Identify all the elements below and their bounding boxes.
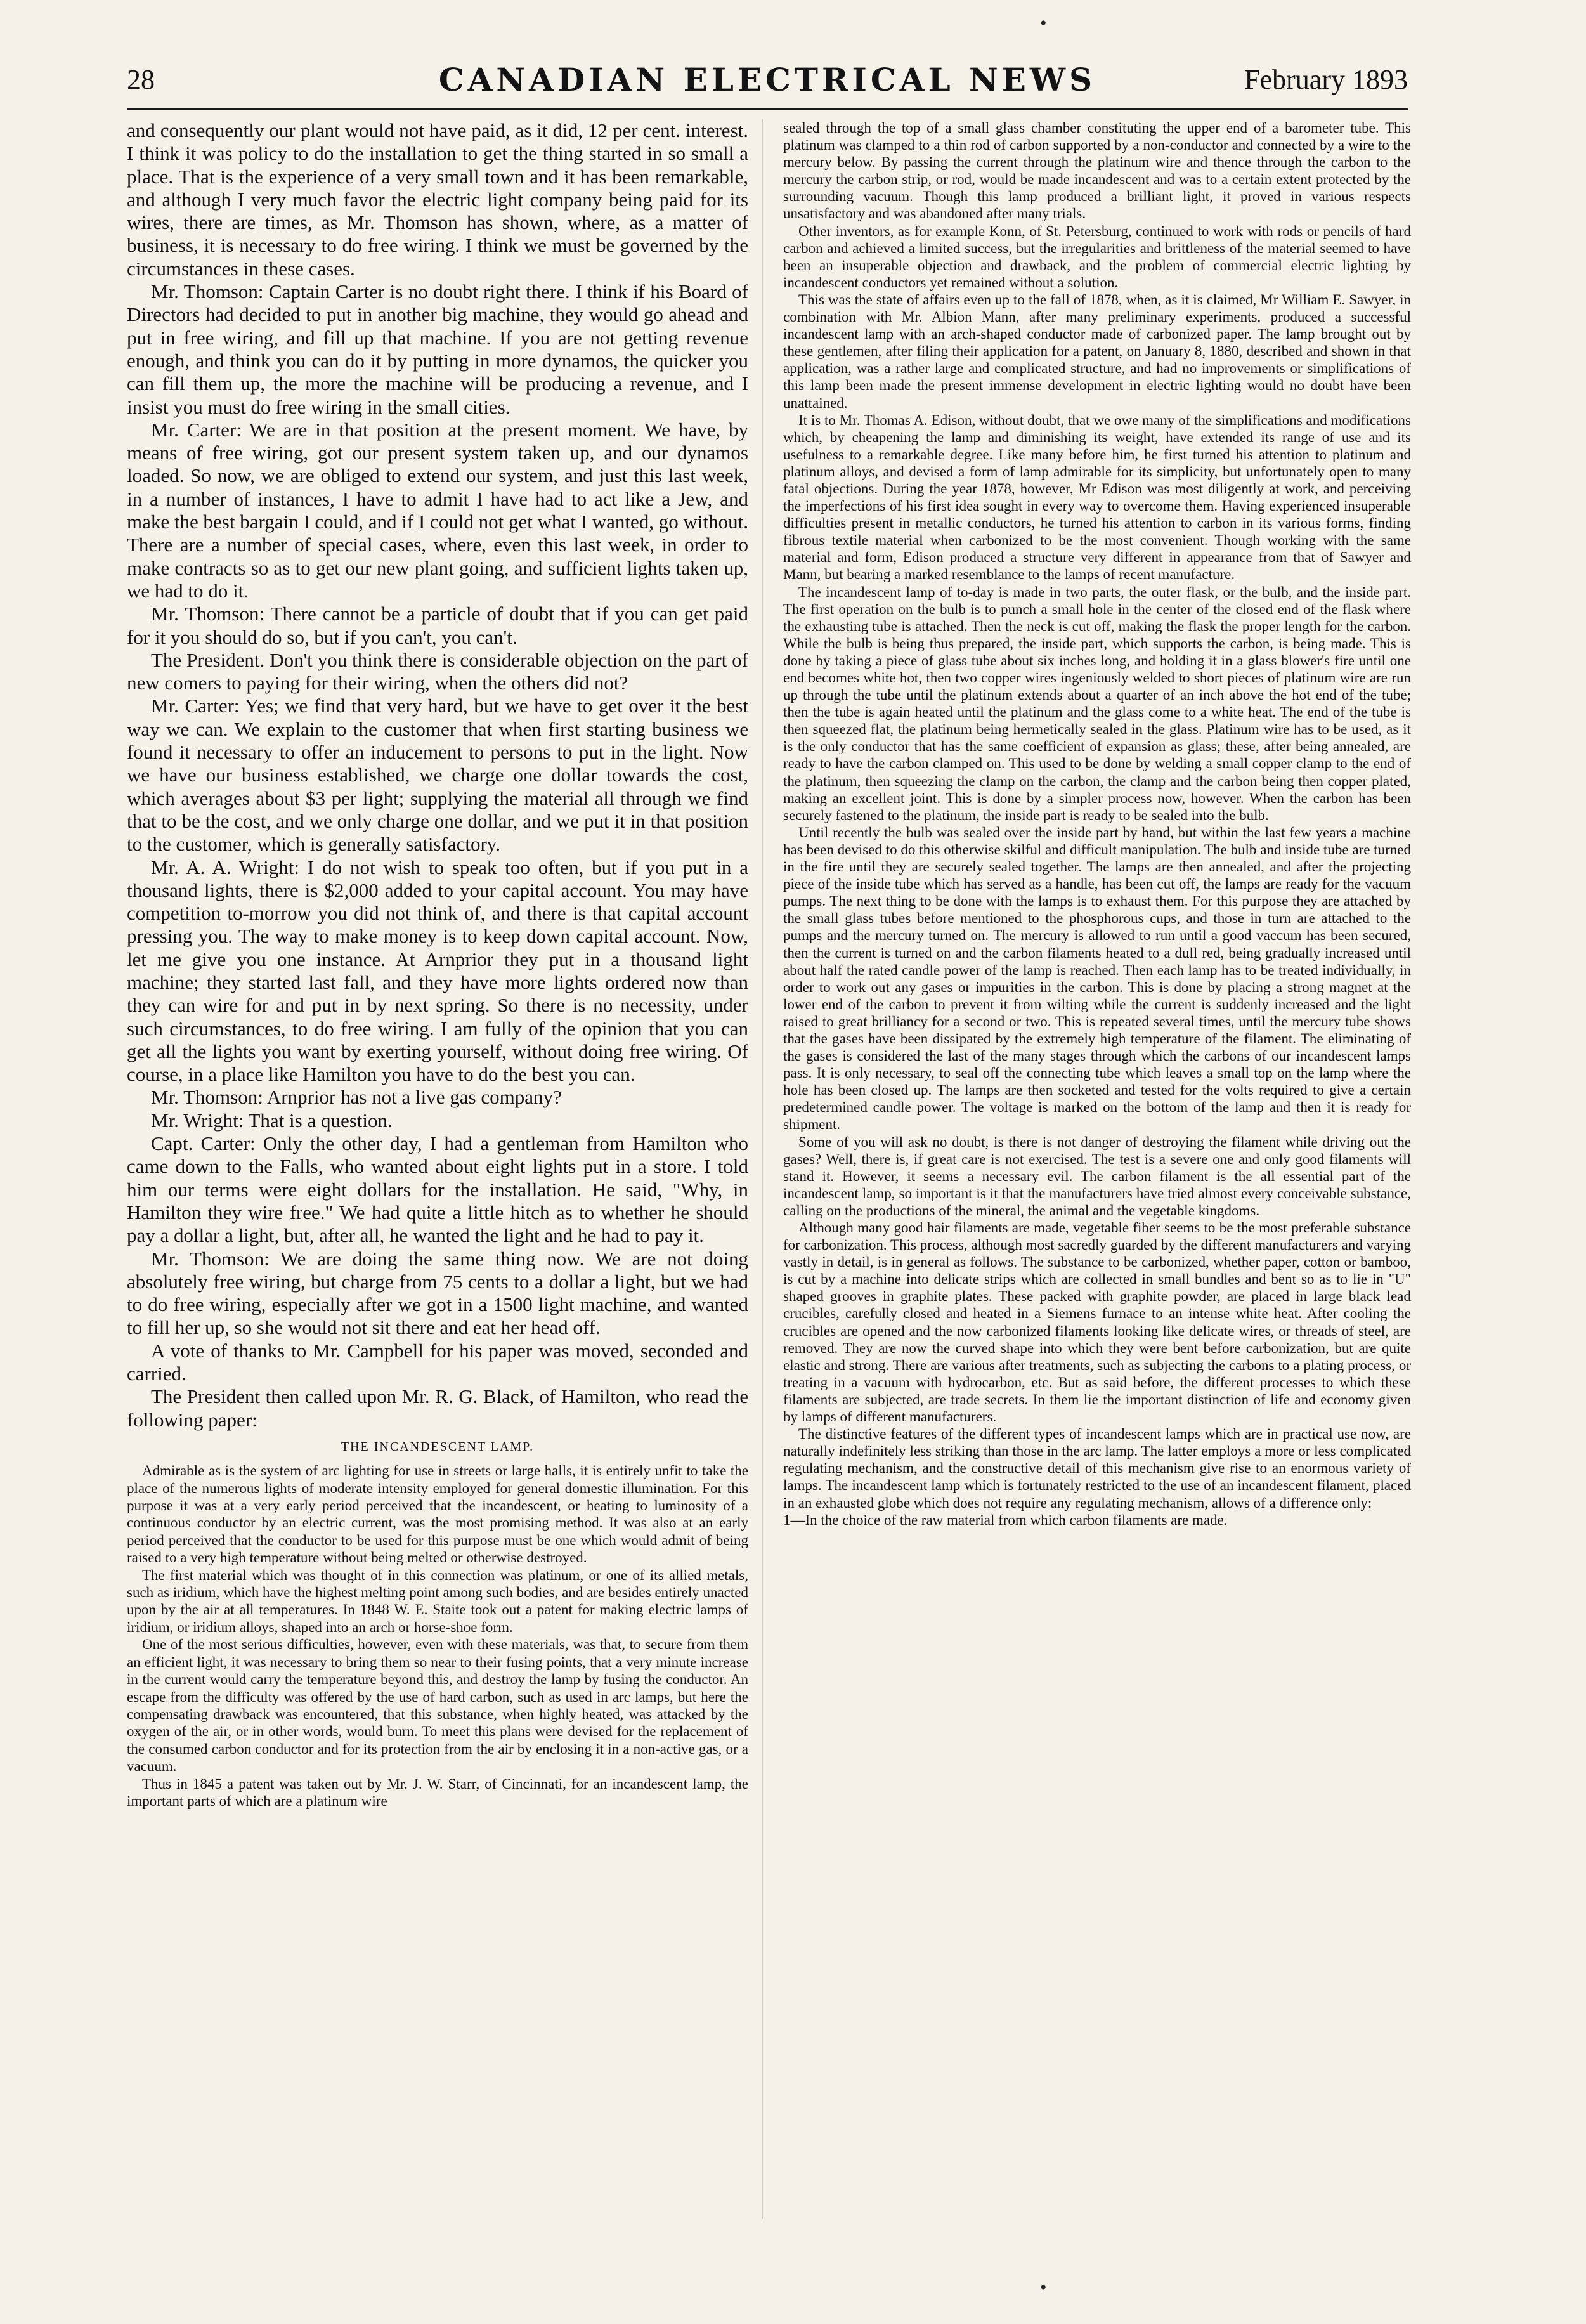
column-gutter (762, 119, 763, 2219)
right-column (783, 119, 1411, 1529)
paragraph: Mr. Carter: Yes; we find that very hard, but we have to get over it the best way we can. We explain to the customer that when first starting business we found it necessary to offer an inducement to persons to put in the light. Now we have our business established, we charge one dollar towards the cost, which averages about $3 per light; supplying the material all through we find that to be the cost, and we only charge one dollar, and we put it in that position to the customer, which is generally satisfactory. (127, 695, 748, 856)
paragraph: This was the state of affairs even up to the fall of 1878, when, as it is claimed, Mr William E. Sawyer, in combination with Mr. Albion Mann, after many preliminary experiments, produced a successful incandescent lamp with an arch-shaped conductor made of carbonized paper. The lamp brought out by these gentlemen, after filing their application for a patent, on January 8, 1880, described and shown in that application, was a rather large and complicated structure, and had no improvements or simplifications of this lamp been made the present immense development in electric lighting would no doubt have been unattained. (783, 291, 1411, 411)
issue-date: February 1893 (1244, 64, 1408, 95)
paragraph: Some of you will ask no doubt, is there is not danger of destroying the filament while driving out the gases? Well, there is, if great care is not exercised. The test is a severe one and only good filaments will stand it. However, it seems a necessary evil. The carbon filament is the all essential part of the incandescent lamp, so important is it that the manufacturers have tried almost every conceivable substance, calling on the productions of the mineral, the animal and the vegetable kingdoms. (783, 1133, 1411, 1218)
paragraph: Other inventors, as for example Konn, of St. Petersburg, continued to work with rods or pencils of hard carbon and achieved a limited success, but the irregularities and brittleness of the material seemed to have been an insuperable objection and drawback, and the problem of commercial electric lighting by incandescent conductors yet remained without a solution. (783, 223, 1411, 290)
paper-paragraph: Admirable as is the system of arc lighting for use in streets or large halls, it is entirely unfit to take the place of the numerous lights of moderate intensity employed for general domestic illumination. For this purpose it was at a very early period perceived that the incandescent, or heating to luminosity of a continuous conductor by an electric current, was the most promising method. It was also at an early period perceived that the conductor to be used for this purpose must be one which would admit of being raised to a very high temperature without being melted or otherwise destroyed. (127, 1463, 748, 1566)
paragraph: A vote of thanks to Mr. Campbell for his paper was moved, seconded and carried. (127, 1339, 748, 1385)
paragraph: The President. Don't you think there is considerable objection on the part of new comers to paying for their wiring, when the others did not? (127, 648, 748, 695)
paragraph: Mr. Thomson: We are doing the same thing now. We are not doing absolutely free wiring, but charge from 75 cents to a dollar a light, but we had to do free wiring, especially after we got in a 1500 light machine, and wanted to fill her up, so she would not sit there and eat her head off. (127, 1247, 748, 1339)
paragraph: Capt. Carter: Only the other day, I had a gentleman from Hamilton who came down to the Falls, who wanted about eight lights put in a store. I told him our terms were eight dollars for the installation. He said, "Why, in Hamilton they wire free." We had quite a little hitch as to whether he should pay a dollar a light, but, after all, he wanted the light and he had to pay it. (127, 1132, 748, 1247)
paragraph: The President then called upon Mr. R. G. Black, of Hamilton, who read the following paper: (127, 1385, 748, 1431)
paragraph: Mr. Carter: We are in that position at the present moment. We have, by means of free wiring, got our present system taken up, and our dynamos loaded. So now, we are obliged to extend our system, and just this last week, in a number of instances, I have to admit I have had to act like a Jew, and make the best bargain I could, and if I could not get what I wanted, go without. There are a number of special cases, where, even this last week, in order to make contracts so as to get our new plant going, and sufficient lights taken up, we had to do it. (127, 418, 748, 602)
paragraph: and consequently our plant would not have paid, as it did, 12 per cent. interest. I think it was policy to do the installation to get the thing started in so small a place. That is the experience of a very small town and it has been remarkable, and although I very much favor the electric light company being paid for its wires, there are times, as Mr. Thomson has shown, where, as a matter of business, it is necessary to do free wiring. I think we must be governed by the circumstances in these cases. (127, 119, 748, 280)
paper-paragraph: The first material which was thought of in this connection was platinum, or one of its allied metals, such as iridium, which have the highest melting point among such bodies, and are besides entirely unacted upon by the air at all temperatures. In 1848 W. E. Staite took out a patent for making electric lamps of iridium, or iridium alloys, shaped into an arch or horse-shoe form. (127, 1567, 748, 1635)
paragraph: Until recently the bulb was sealed over the inside part by hand, but within the last few years a machine has been devised to do this otherwise skilful and difficult manipulation. The bulb and inside tube are turned in the fire until they are securely sealed together. The lamps are then annealed, and after the projecting piece of the inside tube which has served as a handle, has been cut off, the lamps are ready for the vacuum pumps. The next thing to be done with the lamps is to exhaust them. For this purpose they are attached by the small glass tubes before mentioned to the phosphorous cups, and those in turn are attached to the pumps and the mercury turned on. The mercury is allowed to run until a good vaccum has been secured, then the current is turned on and the carbon filaments heated to a dull red, being gradually increased until about half the rated candle power of the lamp is reached. Then each lamp has to be treated individually, in order to work out any gases or impurities in the carbon. This is done by placing a strong magnet at the lower end of the carbon to prevent it from wilting while the current is suddenly increased and the light raised to great brilliancy for a second or two. This is repeated several times, until the mercury tube shows that the gases have been dissipated by the extremely high temperature of the filament. The eliminating of the gases is considered the last of the many stages through which the carbons of our incandescent lamps pass. It is only necessary, to seal off the connecting tube which leaves a small top on the lamp where the hole has been closed up. The lamps are then socketed and tested for the volts required to give a certain predetermined candle power. The voltage is marked on the bottom of the lamp and then it is ready for shipment. (783, 824, 1411, 1133)
publication-title: CANADIAN ELECTRICAL NEWS (438, 61, 1096, 98)
paragraph: It is to Mr. Thomas A. Edison, without doubt, that we owe many of the simplifications and modifications which, by cheapening the lamp and diminishing its weight, have extended its range of use and its usefulness to a remarkable degree. Like many before him, he first turned his attention to platinum and platinum alloys, and devised a form of lamp admirable for its simplicity, but unfortunately open to many fatal objections. During the year 1878, however, Mr Edison was most diligently at work, and perceiving the imperfections of his first idea sought in every way to overcome them. Having experienced insuperable difficulties present in metallic conductors, he turned his attention to carbon in its various forms, finding fibrous textile material when carbonized to be the most convenient. Though working with the same material and form, Edison produced a structure very different in appearance from that of Sawyer and Mann, but bearing a marked resemblance to the lamps of recent manufacture. (783, 412, 1411, 583)
paragraph: sealed through the top of a small glass chamber constituting the upper end of a barometer tube. This platinum was clamped to a thin rod of carbon supported by a non-conductor and connected by a wire to the mercury below. By passing the current through the platinum wire and thence through the carbon to the mercury the carbon strip, or rod, would be made incandescent and was to a certain extent protected by the surrounding vacuum. Though this lamp produced a brilliant light, it proved in various respects unsatisfactory and was abandoned after many trials. (783, 120, 1411, 222)
paragraph: Mr. Thomson: Arnprior has not a live gas company? (151, 1086, 562, 1109)
left-column (127, 119, 748, 1810)
page-header (127, 63, 1408, 114)
paper-paragraph: Thus in 1845 a patent was taken out by Mr. J. W. Starr, of Cincinnati, for an incandescent lamp, the important parts of which are a platinum wire (127, 1775, 748, 1809)
page-number: 28 (127, 64, 155, 95)
paragraph: Mr. A. A. Wright: I do not wish to speak too often, but if you put in a thousand lights, there is $2,000 added to your capital account. You may have competition to-morrow you did not think of, and there is that capital account pressing you. The way to make money is to keep down capital account. Now, let me give you one instance. At Arnprior they put in a thousand light machine; they started last fall, and they have more lights ordered now than they can wire for and put in by next spring. So there is no necessity, under such circumstances, to do free wiring. I am fully of the opinion that you can get all the lights you want by exerting yourself, without doing free wiring. Of course, in a place like Hamilton you have to do the best you can. (127, 856, 748, 1086)
paragraph: Mr. Thomson: There cannot be a particle of doubt that if you can get paid for it you should do so, but if you can't, you can't. (127, 603, 748, 648)
scan-speck: • (1040, 13, 1047, 34)
paragraph: Mr. Wright: That is a question. (151, 1109, 393, 1132)
numbered-item: 1—In the choice of the raw material from which carbon filaments are made. (783, 1511, 1228, 1528)
header-rule (127, 108, 1408, 110)
paper-subheading: THE INCANDESCENT LAMP. (341, 1439, 535, 1454)
paragraph: The incandescent lamp of to-day is made in two parts, the outer flask, or the bulb, and the inside part. The first operation on the bulb is to punch a small hole in the center of the closed end of the flask where the exhausting tube is attached. Then the neck is cut off, making the flask the proper length for the carbon. While the bulb is being thus prepared, the inside part, which supports the carbon, is being made. This is done by taking a piece of glass tube about six inches long, and holding it in a glass blower's fire until one end becomes white hot, then two copper wires ingeniously welded to short pieces of platinum wire are run up through the tube until the platinum extends about a quarter of an inch above the hot end of the tube; then the tube is again heated until the platinum and the glass come to a white heat. The end of the tube is then squeezed flat, the platinum being hermetically sealed in the glass. Platinum wire has to be used, as it is the only conductor that has the same coefficient of expansion as glass; these, after being annealed, are ready to have the carbon clamped on. This used to be done by welding a small copper clamp to the end of the platinum, then squeezing the clamp on the carbon, the clamp and the carbon being then copper plated, making an excellent joint. This is done by a simpler process now, however. When the carbon has been securely fastened to the platinum, the inside part is ready to be sealed into the bulb. (783, 584, 1411, 823)
scan-speck: • (1040, 2277, 1047, 2298)
paragraph: Mr. Thomson: Captain Carter is no doubt right there. I think if his Board of Directors had decided to put in another big machine, they would go ahead and put in free wiring, and fill up that machine. If you are not getting revenue enough, and think you can do it by putting in more dynamos, the quicker you can fill them up, the more the machine will be producing a revenue, and I insist you must do free wiring in the small cities. (127, 280, 748, 418)
paper-paragraph: One of the most serious difficulties, however, even with these materials, was that, to secure from them an efficient light, it was necessary to bring them so near to their fusing points, that a very minute increase in the current would carry the temperature beyond this, and destroy the lamp by fusing the conductor. An escape from the difficulty was offered by the use of hard carbon, such as used in arc lamps, but here the compensating drawback was encountered, that this substance, when highly heated, was attacked by the oxygen of the air, or in other words, would burn. To meet this plans were devised for the replacement of the consumed carbon conductor and for its protection from the air by enclosing it in a non-active gas, or a vacuum. (127, 1636, 748, 1775)
paragraph: Although many good hair filaments are made, vegetable fiber seems to be the most preferable substance for carbonization. This process, although most sacredly guarded by the different manufacturers and varying vastly in detail, is in general as follows. The substance to be carbonized, whether paper, cotton or bamboo, is cut by a machine into delicate strips which are collected in small bundles and bent so as to lie in "U" shaped grooves in graphite plates. These packed with graphite powder, are placed in large black lead crucibles, carefully closed and heated in a Siemens furnace to an intense white heat. After cooling the crucibles are opened and the now carbonized filaments looking like delicate wires, or threads of steel, are removed. They are now the curved shape into which they were bent before carbonization, but are quite elastic and strong. There are various after treatments, such as subjecting the carbons to a plating process, or treating in a vacuum with hydrocarbon, etc. But as said before, the different processes to which these filaments are subjected, are trade secrets. In them lie the important distinction of life and economy given by lamps of different manufacturers. (783, 1220, 1411, 1425)
paragraph: The distinctive features of the different types of incandescent lamps which are in practical use now, are naturally indefinitely less striking than those in the arc lamp. The latter employs a more or less complicated regulating mechanism, and the constructive detail of this mechanism give rise to an enormous variety of lamps. The incandescent lamp which is fortunately restricted to the use of an incandescent filament, placed in an exhausted globe which does not require any regulating mechanism, allows of a difference only: (783, 1426, 1411, 1511)
